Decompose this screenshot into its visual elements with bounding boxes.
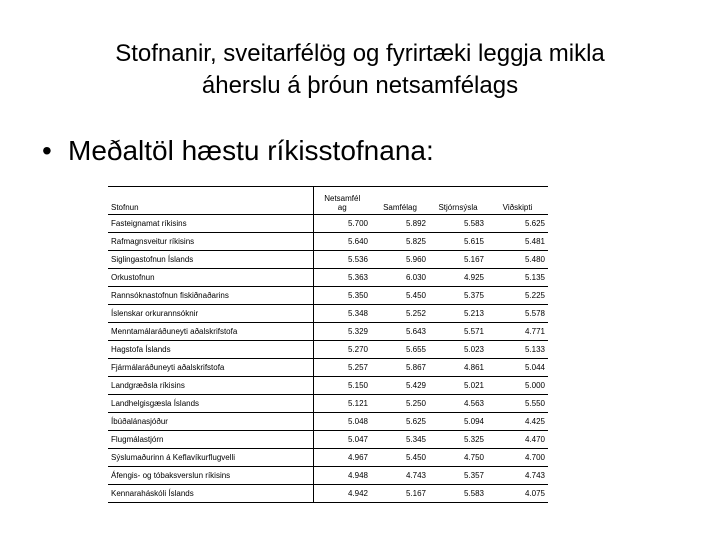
cell-vidskipti: 5.225: [487, 287, 548, 305]
cell-vidskipti: 5.550: [487, 395, 548, 413]
cell-vidskipti: 5.625: [487, 215, 548, 233]
cell-stjornsysla: 5.094: [429, 413, 487, 431]
bullet-icon: •: [42, 135, 52, 166]
cell-stjornsysla: 4.750: [429, 449, 487, 467]
cell-netsamfelag: 5.350: [313, 287, 371, 305]
cell-stjornsysla: 5.325: [429, 431, 487, 449]
table-body: [108, 215, 548, 503]
bullet-point: [42, 134, 434, 168]
table-header-row: [108, 187, 548, 215]
table-row: [108, 377, 548, 395]
cell-stjornsysla: 5.167: [429, 251, 487, 269]
cell-netsamfelag: 4.942: [313, 485, 371, 503]
header-samfelag: Samfélag: [371, 187, 429, 215]
cell-vidskipti: 4.743: [487, 467, 548, 485]
cell-samfelag: 5.450: [371, 287, 429, 305]
table-row: [108, 395, 548, 413]
cell-vidskipti: 5.480: [487, 251, 548, 269]
cell-stjornsysla: 5.213: [429, 305, 487, 323]
table-row: [108, 341, 548, 359]
cell-netsamfelag: 5.270: [313, 341, 371, 359]
cell-stofnun: Rannsóknastofnun fiskiðnaðarins: [108, 287, 313, 305]
cell-netsamfelag: 5.363: [313, 269, 371, 287]
header-vidskipti: Viðskipti: [487, 187, 548, 215]
table-row: [108, 413, 548, 431]
cell-samfelag: 5.167: [371, 485, 429, 503]
cell-stofnun: Kennaraháskóli Íslands: [108, 485, 313, 503]
cell-netsamfelag: 4.948: [313, 467, 371, 485]
cell-stofnun: Fasteignamat ríkisins: [108, 215, 313, 233]
cell-samfelag: 5.892: [371, 215, 429, 233]
cell-samfelag: 4.743: [371, 467, 429, 485]
cell-stofnun: Landhelgisgæsla Íslands: [108, 395, 313, 413]
title-line-2: áherslu á þróun netsamfélags: [201, 72, 519, 99]
bullet-text: Meðaltöl hæstu ríkisstofnana:: [68, 135, 434, 166]
cell-vidskipti: 4.425: [487, 413, 548, 431]
cell-samfelag: 5.960: [371, 251, 429, 269]
title-line-1: Stofnanir, sveitarfélög og fyrirtæki leggja mikla: [115, 40, 605, 67]
cell-stjornsysla: 5.357: [429, 467, 487, 485]
cell-stjornsysla: 5.021: [429, 377, 487, 395]
cell-vidskipti: 5.578: [487, 305, 548, 323]
cell-stjornsysla: 5.583: [429, 485, 487, 503]
cell-netsamfelag: 4.967: [313, 449, 371, 467]
cell-samfelag: 6.030: [371, 269, 429, 287]
cell-vidskipti: 5.481: [487, 233, 548, 251]
table-row: [108, 233, 548, 251]
table-row: [108, 323, 548, 341]
table-row: [108, 269, 548, 287]
cell-samfelag: 5.643: [371, 323, 429, 341]
table-row: [108, 449, 548, 467]
table-row: [108, 431, 548, 449]
cell-samfelag: 5.450: [371, 449, 429, 467]
cell-vidskipti: 4.470: [487, 431, 548, 449]
cell-vidskipti: 5.000: [487, 377, 548, 395]
cell-stofnun: Rafmagnsveitur ríkisins: [108, 233, 313, 251]
cell-samfelag: 5.345: [371, 431, 429, 449]
cell-netsamfelag: 5.536: [313, 251, 371, 269]
cell-stofnun: Íbúðalánasjóður: [108, 413, 313, 431]
cell-netsamfelag: 5.257: [313, 359, 371, 377]
cell-stofnun: Áfengis- og tóbaksverslun ríkisins: [108, 467, 313, 485]
cell-netsamfelag: 5.048: [313, 413, 371, 431]
cell-stjornsysla: 4.563: [429, 395, 487, 413]
cell-samfelag: 5.250: [371, 395, 429, 413]
header-stjornsysla: Stjórnsýsla: [429, 187, 487, 215]
cell-stjornsysla: 5.571: [429, 323, 487, 341]
cell-vidskipti: 4.771: [487, 323, 548, 341]
cell-netsamfelag: 5.700: [313, 215, 371, 233]
slide-title: [40, 38, 680, 102]
cell-vidskipti: 5.135: [487, 269, 548, 287]
cell-stjornsysla: 5.615: [429, 233, 487, 251]
cell-stofnun: Sýslumaðurinn á Keflavíkurflugvelli: [108, 449, 313, 467]
cell-vidskipti: 5.133: [487, 341, 548, 359]
cell-samfelag: 5.655: [371, 341, 429, 359]
cell-netsamfelag: 5.329: [313, 323, 371, 341]
cell-stofnun: Menntamálaráðuneyti aðalskrifstofa: [108, 323, 313, 341]
cell-netsamfelag: 5.640: [313, 233, 371, 251]
table-row: [108, 467, 548, 485]
cell-vidskipti: 4.700: [487, 449, 548, 467]
cell-samfelag: 5.252: [371, 305, 429, 323]
cell-vidskipti: 4.075: [487, 485, 548, 503]
cell-stofnun: Íslenskar orkurannsóknir: [108, 305, 313, 323]
cell-netsamfelag: 5.348: [313, 305, 371, 323]
cell-stjornsysla: 5.023: [429, 341, 487, 359]
cell-stjornsysla: 5.583: [429, 215, 487, 233]
cell-stofnun: Orkustofnun: [108, 269, 313, 287]
cell-stjornsysla: 4.925: [429, 269, 487, 287]
table-row: [108, 305, 548, 323]
cell-stofnun: Hagstofa Íslands: [108, 341, 313, 359]
table-row: [108, 359, 548, 377]
cell-samfelag: 5.867: [371, 359, 429, 377]
cell-vidskipti: 5.044: [487, 359, 548, 377]
table-row: [108, 485, 548, 503]
header-stofnun: Stofnun: [108, 187, 313, 215]
cell-samfelag: 5.825: [371, 233, 429, 251]
cell-stofnun: Landgræðsla ríkisins: [108, 377, 313, 395]
cell-stofnun: Siglingastofnun Íslands: [108, 251, 313, 269]
table-row: [108, 215, 548, 233]
table-row: [108, 251, 548, 269]
cell-netsamfelag: 5.121: [313, 395, 371, 413]
cell-stjornsysla: 4.861: [429, 359, 487, 377]
institutions-table: [108, 186, 548, 503]
cell-samfelag: 5.625: [371, 413, 429, 431]
cell-stjornsysla: 5.375: [429, 287, 487, 305]
header-netsamfelag: Netsamfél ag: [313, 187, 371, 215]
cell-samfelag: 5.429: [371, 377, 429, 395]
cell-stofnun: Flugmálastjórn: [108, 431, 313, 449]
cell-netsamfelag: 5.047: [313, 431, 371, 449]
cell-stofnun: Fjármálaráðuneyti aðalskrifstofa: [108, 359, 313, 377]
cell-netsamfelag: 5.150: [313, 377, 371, 395]
table-row: [108, 287, 548, 305]
